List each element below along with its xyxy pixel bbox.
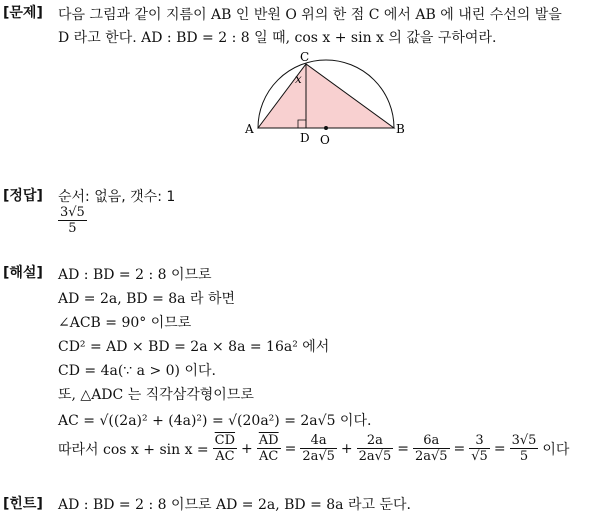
label-angle-x: x bbox=[295, 72, 302, 86]
fraction-final: $\frac{3√5}{5}$ bbox=[511, 433, 537, 464]
solution-line-6: 또, △ADC 는 직각삼각형이므로 bbox=[58, 387, 254, 403]
triangle-acb bbox=[258, 64, 394, 128]
hint-text: AD : BD = 2 : 8 이므로 AD = 2a, BD = 8a 라고 둔다. bbox=[58, 497, 411, 513]
solution-line-5: CD = 4a(∵ a > 0) 이다. bbox=[58, 363, 216, 379]
label-a: A bbox=[245, 122, 254, 136]
solution-line-8: 따라서 cos x + sin x = $\frac{\overline{CD}}{AC}$ + $\frac{\overline{AD}}{AC}$ = $\frac{4a}{2a√5}$ + $\frac{2a}{2a√5}$ = $\frac{6a}{2a√5}$ = $\frac{3}{√5}$ = $\frac{3√5}{5}$ 이다 bbox=[58, 433, 570, 464]
fraction-6a: $\frac{6a}{2a√5}$ bbox=[414, 433, 448, 464]
semicircle-figure bbox=[242, 50, 412, 150]
solution-label: [해설] bbox=[3, 265, 43, 281]
fraction-2a: $\frac{2a}{2a√5}$ bbox=[358, 433, 392, 464]
fraction-cd-ac: $\frac{\overline{CD}}{AC}$ bbox=[214, 433, 236, 464]
problem-line-1: 다음 그림과 같이 지름이 AB 인 반원 O 위의 한 점 C 에서 AB 에 내린 수선의 발을 bbox=[58, 7, 562, 23]
problem-label: [문제] bbox=[3, 5, 43, 21]
label-b: B bbox=[396, 122, 405, 136]
label-d: D bbox=[300, 131, 310, 145]
answer-value bbox=[58, 205, 87, 236]
hint-label: [힌트] bbox=[3, 496, 43, 512]
solution-line-4: CD² = AD × BD = 2a × 8a = 16a² 에서 bbox=[58, 339, 330, 355]
solution-line-3: ∠ACB = 90° 이므로 bbox=[58, 315, 192, 331]
solution-line-8-suffix: 이다 bbox=[542, 441, 570, 458]
solution-line-8-prefix: 따라서 cos x + sin x = bbox=[58, 441, 209, 458]
solution-line-1: AD : BD = 2 : 8 이므로 bbox=[58, 267, 212, 283]
solution-line-7: AC = √((2a)² + (4a)²) = √(20a²) = 2a√5 이다. bbox=[58, 413, 372, 429]
answer-label: [정답] bbox=[3, 188, 43, 204]
fraction-4a: $\frac{4a}{2a√5}$ bbox=[302, 433, 335, 464]
answer-meta: 순서: 없음, 갯수: 1 bbox=[58, 189, 176, 205]
problem-line-2: D 라고 한다. AD : BD = 2 : 8 일 때, cos x + sin x 의 값을 구하여라. bbox=[58, 30, 497, 46]
answer-denominator: 5 bbox=[68, 221, 77, 236]
label-c: C bbox=[300, 50, 310, 64]
center-point-o bbox=[324, 126, 328, 130]
answer-numerator: 3√5 bbox=[60, 205, 85, 220]
answer-fraction bbox=[58, 205, 87, 236]
fraction-3-root5: $\frac{3}{√5}$ bbox=[471, 433, 488, 464]
label-o: O bbox=[320, 133, 330, 147]
solution-line-2: AD = 2a, BD = 8a 라 하면 bbox=[58, 291, 235, 307]
fraction-ad-ac: $\frac{\overline{AD}}{AC}$ bbox=[258, 433, 279, 464]
